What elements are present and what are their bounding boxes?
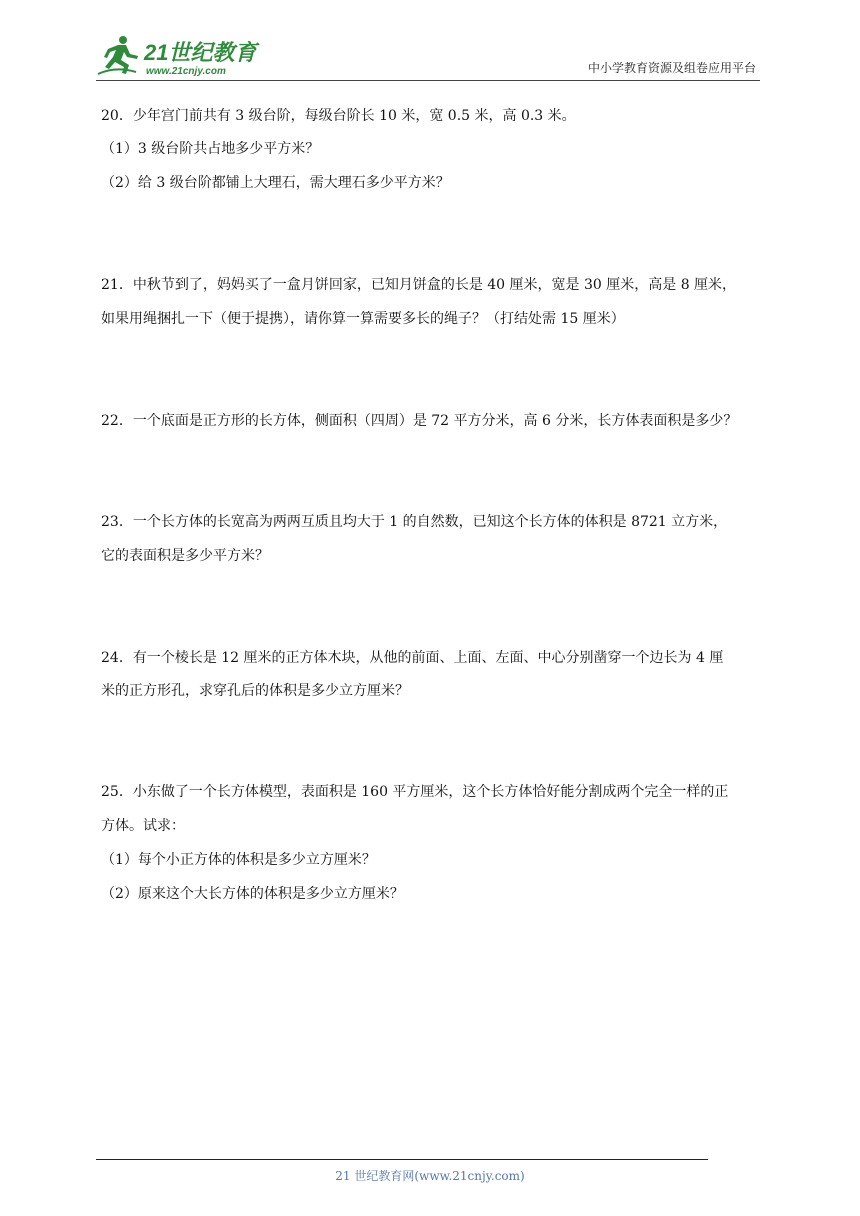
footer-divider — [96, 1159, 708, 1160]
question-21-line-2: 如果用绳捆扎一下（便于提携），请你算一算需要多长的绳子？（打结处需 15 厘米） — [101, 311, 625, 327]
question-23-line-2: 它的表面积是多少平方米？ — [101, 548, 269, 564]
question-25-line-1: 25．小东做了一个长方体模型，表面积是 160 平方厘米，这个长方体恰好能分割成两个完全一样的正 — [101, 784, 729, 800]
logo-text: 21世纪教育 — [144, 40, 257, 65]
question-22-line-1: 22．一个底面是正方形的长方体，侧面积（四周）是 72 平方分米，高 6 分米，长方体表面积是多少？ — [101, 413, 738, 429]
logo-url: www.21cnjy.com — [146, 66, 226, 77]
question-20-line-1: 20．少年宫门前共有 3 级台阶，每级台阶长 10 米，宽 0.5 米，高 0.3 米。 — [101, 108, 576, 124]
question-25-part-2: （2）原来这个大长方体的体积是多少立方厘米？ — [101, 886, 404, 902]
platform-name: 中小学教育资源及组卷应用平台 — [587, 61, 756, 75]
question-21-line-1: 21．中秋节到了，妈妈买了一盒月饼回家，已知月饼盒的长是 40 厘米，宽是 30 厘米，高是 8 厘米， — [101, 277, 737, 293]
question-24-line-2: 米的正方形孔，求穿孔后的体积是多少立方厘米？ — [101, 683, 409, 699]
page-header — [96, 30, 760, 81]
footer-text[interactable]: 21 世纪教育网(www.21cnjy.com) — [335, 1169, 525, 1183]
question-25-line-2: 方体。试求： — [101, 818, 185, 834]
question-20-part-2: （2）给 3 级台阶都铺上大理石，需大理石多少平方米？ — [101, 175, 450, 191]
question-23-line-1: 23．一个长方体的长宽高为两两互质且均大于 1 的自然数，已知这个长方体的体积是 8721 立方米， — [101, 514, 728, 530]
runner-icon — [104, 36, 138, 74]
question-25-part-1: （1）每个小正方体的体积是多少立方厘米？ — [101, 852, 376, 868]
site-logo — [96, 32, 266, 78]
question-24-line-1: 24．有一个棱长是 12 厘米的正方体木块，从他的前面、上面、左面、中心分别凿穿一个边长为 4 厘 — [101, 650, 724, 666]
question-20-part-1: （1）3 级台阶共占地多少平方米？ — [101, 141, 320, 157]
